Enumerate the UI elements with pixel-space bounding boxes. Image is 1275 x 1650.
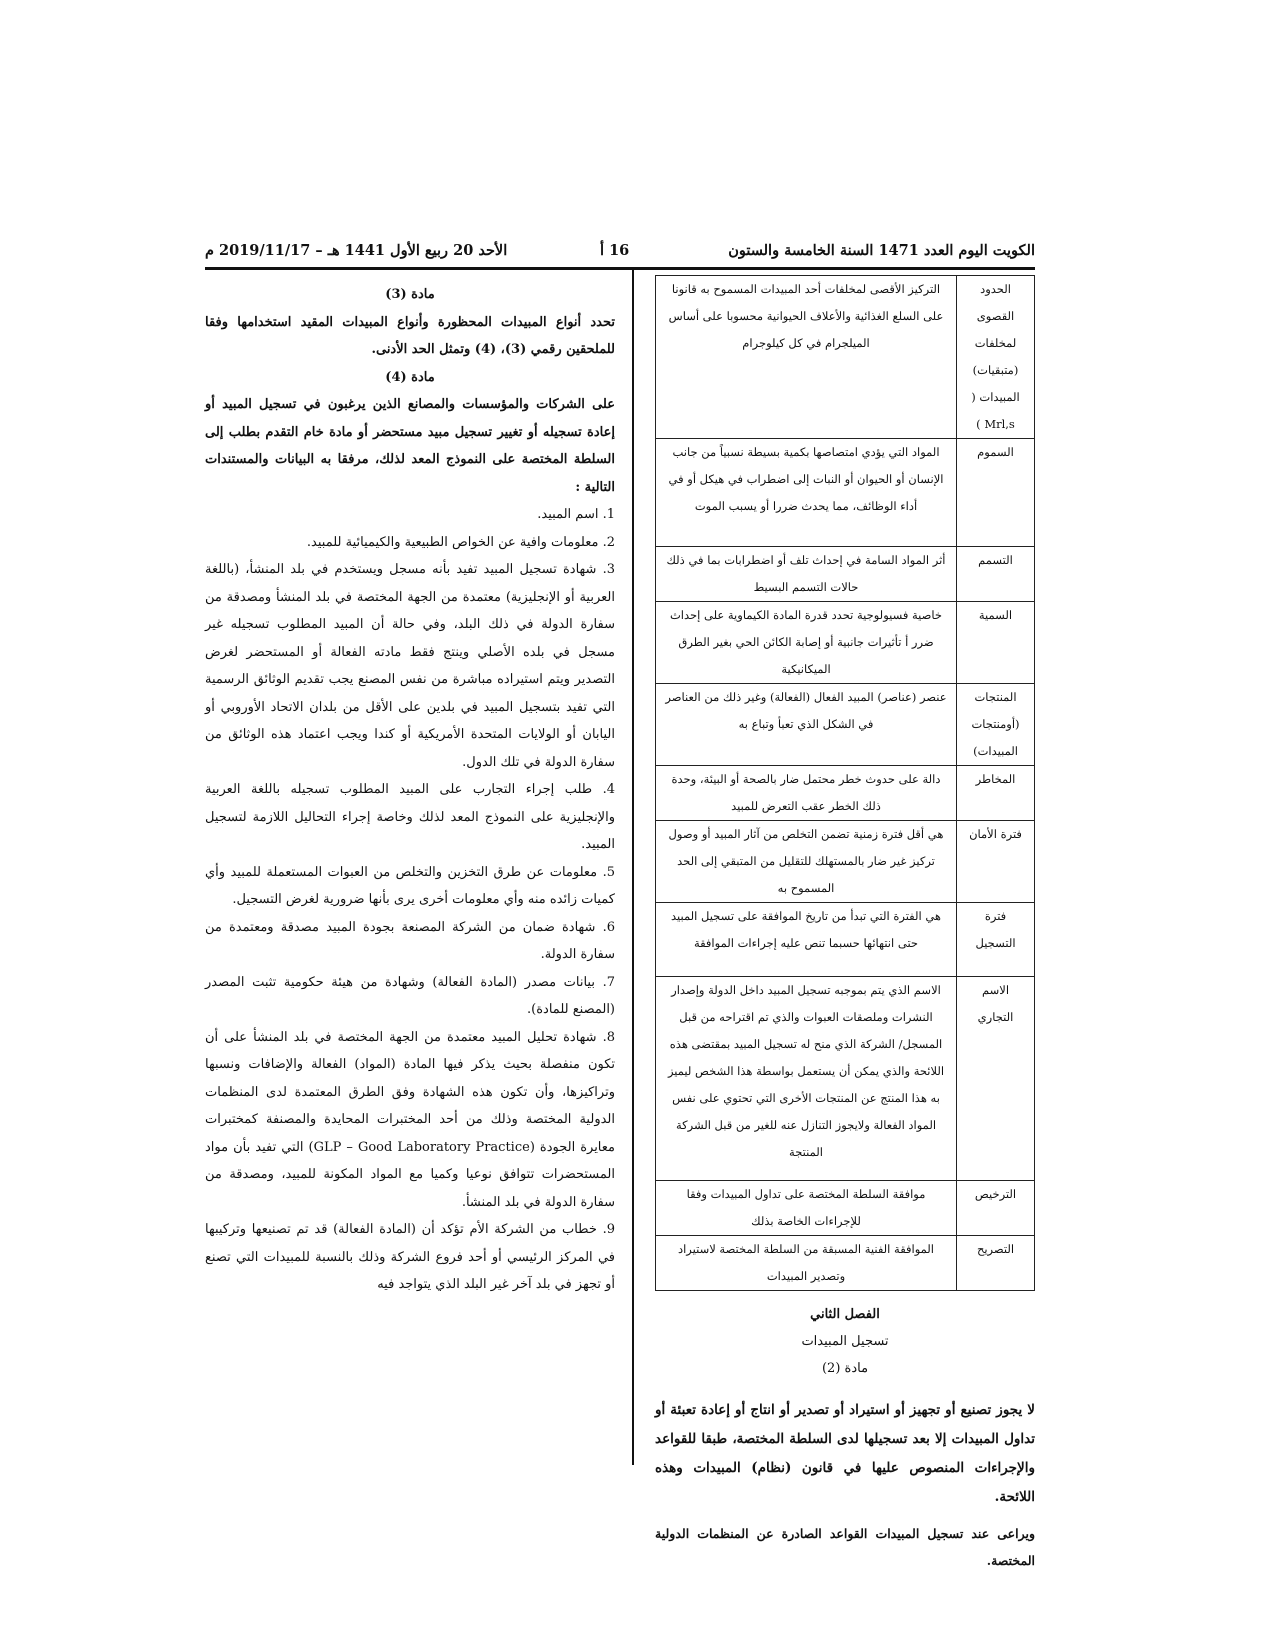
list-item: 1. اسم المبيد. [537,507,615,522]
article-2-body: لا يجوز تصنيع أو تجهيز أو استيراد أو تصدير أو انتاج أو إعادة تعبئة أو تداول المبيدات إلا بعد تسجيلها لدى السلطة المختصة، طبقا للقواعد والإجراءات المنصوص عليها في قانون (نظام) المبيدات وهذه اللائحة. [655,1402,1035,1505]
article-2-note: ويراعى عند تسجيل المبيدات القواعد الصادرة عن المنظمات الدولية المختصة. [655,1526,1035,1568]
right-column [655,275,1035,1574]
definition-text: أثر المواد السامة في إحداث تلف أو اضطرابات بما في ذلك حالات التسمم البسيط [656,547,957,602]
definition-term: فترة التسجيل [957,903,1035,977]
table-row [656,276,1035,439]
list-item: 5. معلومات عن طرق التخزين والتخلص من العبوات المستعملة للمبيد وأي كميات زائده منه وأي معلومات أخرى يرى بأنها ضرورية لغرض التسجيل. [205,864,615,907]
article-title: مادة (3) [385,287,435,302]
definition-term: التصريح [957,1236,1035,1291]
table-row [656,439,1035,547]
article-3-body: تحدد أنواع المبيدات المحظورة وأنواع المبيدات المقيد استخدامها وفقا للملحقين رقمي (3)، (4) وتمثل الحد الأدنى. [205,314,615,357]
table-row [656,977,1035,1181]
table-row [656,1181,1035,1236]
chapter-title: الفصل الثاني [810,1307,880,1322]
definition-text: الموافقة الفنية المسبقة من السلطة المختصة لاستيراد وتصدير المبيدات [656,1236,957,1291]
chapter-subtitle: تسجيل المبيدات [801,1334,889,1349]
table-row [656,547,1035,602]
list-item: 9. خطاب من الشركة الأم تؤكد أن (المادة الفعالة) قد تم تصنيعها وتركيبها في المركز الرئيسي أو أحد فروع الشركة وذلك بالنسبة للمبيدات التي تصنع أو تجهز في بلد آخر غير البلد الذي يتواجد فيه [205,1222,615,1292]
table-row [656,1236,1035,1291]
definition-term: الحدود القصوى لمخلفات (متبقيات) المبيدات ( Mrl,s ) [957,276,1035,439]
table-row [656,602,1035,684]
definition-term: الاسم التجاري [957,977,1035,1181]
definition-term: فترة الأمان [957,821,1035,903]
definition-term: التسمم [957,547,1035,602]
table-row [656,766,1035,821]
definition-term: المخاطر [957,766,1035,821]
list-item: 7. بيانات مصدر (المادة الفعالة) وشهادة من هيئة حكومية تثبت المصدر (المصنع للمادة). [205,974,615,1017]
publication-title: الكويت اليوم العدد 1471 السنة الخامسة والستون [728,242,1035,259]
article-title: مادة (2) [821,1361,869,1376]
definition-text: عنصر (عناصر) المبيد الفعال (الفعالة) وغير ذلك من العناصر في الشكل الذي تعبأ وتباع به [656,684,957,766]
list-item: 2. معلومات وافية عن الخواص الطبيعية والكيميائية للمبيد. [306,534,615,550]
list-item: 6. شهادة ضمان من الشركة المصنعة بجودة المبيد مصدقة ومعتمدة من سفارة الدولة. [205,919,615,962]
table-row [656,903,1035,977]
definition-text: دالة على حدوث خطر محتمل ضار بالصحة أو البيئة، وحدة ذلك الخطر عقب التعرض للمبيد [656,766,957,821]
table-row [656,821,1035,903]
table-row [656,684,1035,766]
page-header [205,238,1035,268]
definition-text: المواد التي يؤدي امتصاصها بكمية بسيطة نسبياً من جانب الإنسان أو الحيوان أو النبات إلى اضطراب في هيكل أو في أداء الوظائف، مما يحدث ضررا أو يسبب الموت [656,439,957,547]
definition-text: هي الفترة التي تبدأ من تاريخ الموافقة على تسجيل المبيد حتى انتهائها حسبما تنص عليه إجراءات الموافقة [656,903,957,977]
page-number: 16 أ [600,242,630,259]
definition-term: السمية [957,602,1035,684]
issue-date: الأحد 20 ربيع الأول 1441 هـ – 2019/11/17 م [205,242,508,259]
definition-text: التركيز الأقصى لمخلفات أحد المبيدات المسموح به قانونا على السلع الغذائية والأعلاف الحيوانية محسوبا على أساس الميلجرام في كل كيلوجرام [656,276,957,439]
list-item: 8. شهادة تحليل المبيد معتمدة من الجهة المختصة في بلد المنشأ على أن تكون منفصلة بحيث يذكر فيها المادة (المواد) الفعالة والإضافات ونسبها وتراكيزها، وأن تكون هذه الشهادة وفق الطرق المعتمدة لدى المنظمات الدولية المختصة وذلك من أحد المختبرات المحايدة والمصنفة كمختبرات معايرة الجودة (GLP – Good Laboratory Practice) التي تفيد بأن مواد المستحضرات تتوافق نوعيا وكميا مع المواد المكونة للمبيد، ومصدقة من سفارة الدولة في بلد المنشأ. [205,1029,616,1210]
article-title: مادة (4) [385,369,435,385]
left-column [205,281,615,1299]
article-4-intro: على الشركات والمؤسسات والمصانع الذين يرغبون في تسجيل المبيد أو إعادة تسجيله أو تغيير تسجيل مبيد مستحضر أو مادة خام التقدم بطلب إلى السلطة المختصة على النموذج المعد لذلك، مرفقا به البيانات والمستندات التالية : [205,397,615,495]
definition-text: خاصية فسيولوجية تحدد قدرة المادة الكيماوية على إحداث ضرر أ تأثيرات جانبية أو إصابة الكائن الحي بغير الطرق الميكانيكية [656,602,957,684]
chapter-heading [655,1301,1035,1382]
definition-term: السموم [957,439,1035,547]
list-item: 4. طلب إجراء التجارب على المبيد المطلوب تسجيله باللغة العربية والإنجليزية على النموذج المعد لذلك وخاصة إجراء التحاليل اللازمة لتسجيل المبيد. [205,782,615,852]
header-rule [205,267,1035,270]
list-item: 3. شهادة تسجيل المبيد تفيد بأنه مسجل ويستخدم في بلد المنشأ، (باللغة العربية أو الإنجليزية) معتمدة من الجهة المختصة في بلد المنشأ ومصدقة من سفارة الدولة في ذلك البلد، وفي حالة أن المبيد المطلوب تسجيله غير مسجل في بلده الأصلي وينتج فقط مادته الفعالة أو المستحضر لغرض التصدير ويتم استيراده مباشرة من نفس المصنع يجب تقديم الوثائق الرسمية التي تفيد بتسجيل المبيد في بلدين على الأقل من بلدان الاتحاد الأوروبي أو اليابان أو الولايات المتحدة الأمريكية أو كندا ويجب اعتماد هذه الوثائق من سفارة الدولة في تلك الدول. [205,562,615,770]
definition-text: هي أقل فترة زمنية تضمن التخلص من آثار المبيد أو وصول تركيز غير ضار بالمستهلك للتقليل من المتبقي إلى الحد المسموح به [656,821,957,903]
definition-text: موافقة السلطة المختصة على تداول المبيدات وفقا للإجراءات الخاصة بذلك [656,1181,957,1236]
column-divider [632,270,634,1465]
definitions-table [655,275,1035,1291]
definition-term: الترخيص [957,1181,1035,1236]
definition-text: الاسم الذي يتم بموجبه تسجيل المبيد داخل الدولة وإصدار النشرات وملصقات العبوات والذي تم اقتراحه من قبل المسجل/ الشركة الذي منح له تسجيل المبيد بمقتضى هذه اللائحة والذي يمكن أن يستعمل بواسطة هذا الشخص ليميز به هذا المنتج عن المنتجات الأخرى التي تحتوي على نفس المواد الفعالة ولايجوز التنازل عنه للغير من قبل الشركة المنتجة [656,977,957,1181]
definition-term: المنتجات (أومنتجات المبيدات) [957,684,1035,766]
